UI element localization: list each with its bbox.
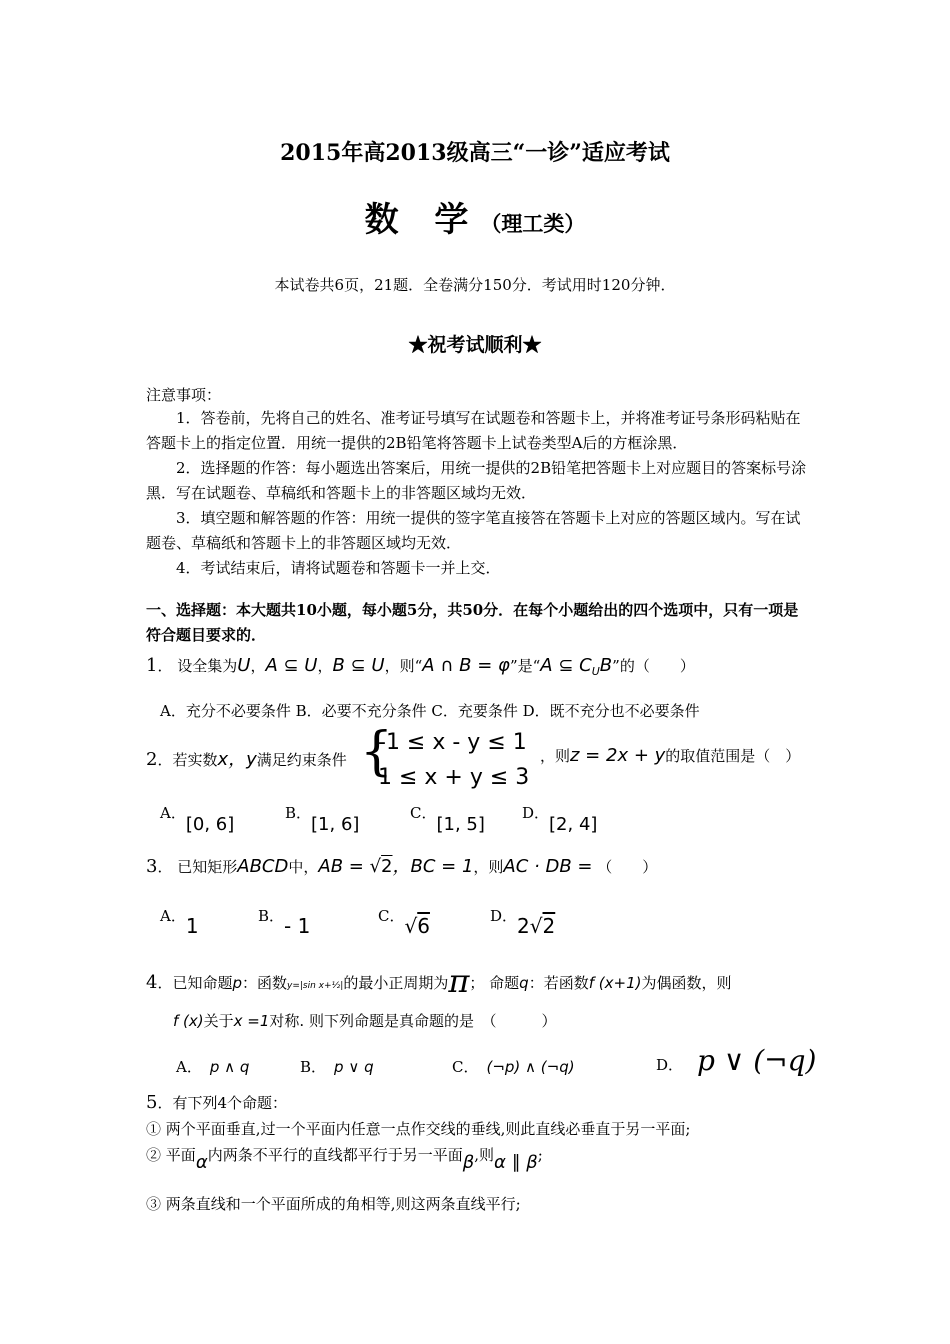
constraint-2: 1 ≤ x + y ≤ 3 [378,765,530,790]
q3-option-c: C．√6 [378,907,430,938]
q2-option-b: B．[1, 6] [285,804,360,835]
notice-item-2: 2．选择题的作答：每小题选出答案后，用统一提供的2B铅笔把答题卡上对应题目的答案标号涂黑．写在试题卷、草稿纸和答题卡上的非答题区域均无效． [146,459,807,502]
system-brace: { [360,722,394,782]
notice-item-1: 1．答卷前，先将自己的姓名、准考证号填写在试题卷和答题卡上，并将准考证号条形码粘贴在答题卡上的指定位置．用统一提供的2B铅笔将答题卡上试卷类型A后的方框涂黑． [146,409,801,452]
question-4-line-2: f (x)关于x =1对称. 则下列命题是真命题的是 （ ） [173,1012,557,1030]
q5-statement-2: ② 平面α内两条不平行的直线都平行于另一平面β,则α ∥ β; [146,1146,543,1173]
subject-category: （理工类） [480,211,586,236]
question-2-tail: ，则z = 2x + y的取值范围是（ ） [540,745,801,766]
q4-option-b: B． p ∨ q [300,1058,374,1076]
q4-option-c: C． (¬p) ∧ (¬q) [452,1058,575,1076]
good-luck-banner: ★祝考试顺利★ [408,334,542,356]
notice-item-4: 4．考试结束后，请将试题卷和答题卡一并上交． [176,559,501,577]
q2-option-d: D．[2, 4] [522,804,598,835]
notice-heading: 注意事项： [146,386,222,404]
q4-option-a: A． p ∧ q [176,1058,250,1076]
q3-option-d: D．2√2 [490,907,556,938]
q5-statement-3: ③ 两条直线和一个平面所成的角相等,则这两条直线平行; [146,1195,521,1213]
subject-name: 数 学 [364,200,481,240]
exam-title: 2015年高2013级高三“一诊”适应考试 [280,140,670,166]
constraint-1: -1 ≤ x - y ≤ 1 [378,730,527,755]
question-5-stem: 5．有下列4个命题： [146,1092,288,1113]
exam-info: 本试卷共6页，21题．全卷满分150分．考试用时120分钟． [274,276,676,294]
q3-option-a: A．1 [160,907,199,938]
notice-item-3: 3．填空题和解答题的作答：用统一提供的签字笔直接答在答题卡上对应的答题区域内。写在试题卷、草稿纸和答题卡上的非答题区域均无效． [146,509,801,552]
q5-statement-1: ① 两个平面垂直,过一个平面内任意一点作交线的垂线,则此直线必垂直于另一平面; [146,1120,691,1138]
pi-symbol: π [448,962,470,1000]
question-1-options: A．充分不必要条件 B．必要不充分条件 C．充要条件 D．既不充分也不必要条件 [160,702,700,720]
q4-option-d: D． p ∨ (¬q) [656,1044,817,1077]
question-3: 3． 已知矩形ABCD中，AB = √2，BC = 1，则AC · DB = （ ） [146,856,658,877]
sqrt-icon: √2 [369,856,393,877]
question-2-stem: 2．若实数x，y满足约束条件 [146,749,347,770]
question-4-line-1: 4．已知命题p：函数y=|sin x+½|的最小正周期为π； 命题q：若函数f (x+1)为偶函数，则 [146,962,732,1000]
question-1: 1． 设全集为U，A ⊆ U，B ⊆ U，则“A ∩ B = φ”是“A ⊆ $C_UB$”的（ ） [146,655,695,678]
subject-title [0,192,950,241]
section-heading: 一、选择题：本大题共10小题，每小题5分，共50分．在每个小题给出的四个选项中，只有一项是符合题目要求的． [146,601,799,644]
q2-option-a: A．[0, 6] [160,804,235,835]
q3-option-b: B．- 1 [258,907,311,938]
q2-option-c: C．[1, 5] [410,804,485,835]
